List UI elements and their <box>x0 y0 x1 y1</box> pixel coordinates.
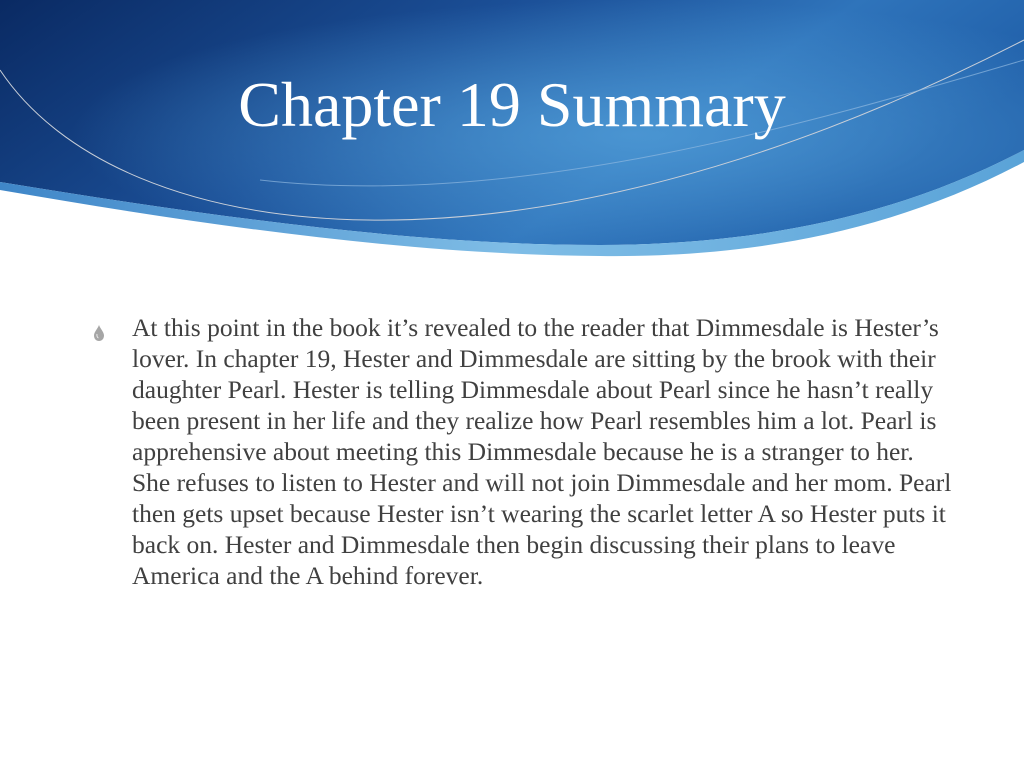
slide-title: Chapter 19 Summary <box>238 69 786 140</box>
header-wave-background <box>0 0 1024 300</box>
bullet-text: At this point in the book it’s revealed to the reader that Dimmesdale is Hester’s lover. In chapter 19, Hester and Dimmesdale are sitting by the brook with their daughter Pearl. Hester is telling Dimmesdale about Pearl since he hasn’t really been present in her life and they realize how Pearl resembles him a lot. Pearl is apprehensive about meeting this Dimmesdale because he is a stranger to her. She refuses to listen to Hester and will not join Dimmesdale and her mom. Pearl then gets upset because Hester isn’t wearing the scarlet letter A so Hester puts it back on. Hester and Dimmesdale then begin discussing their plans to leave America and the A behind forever. <box>132 313 952 590</box>
droplet-bullet-icon <box>92 324 106 342</box>
slide-body <box>92 312 952 591</box>
bullet-item <box>92 312 952 591</box>
